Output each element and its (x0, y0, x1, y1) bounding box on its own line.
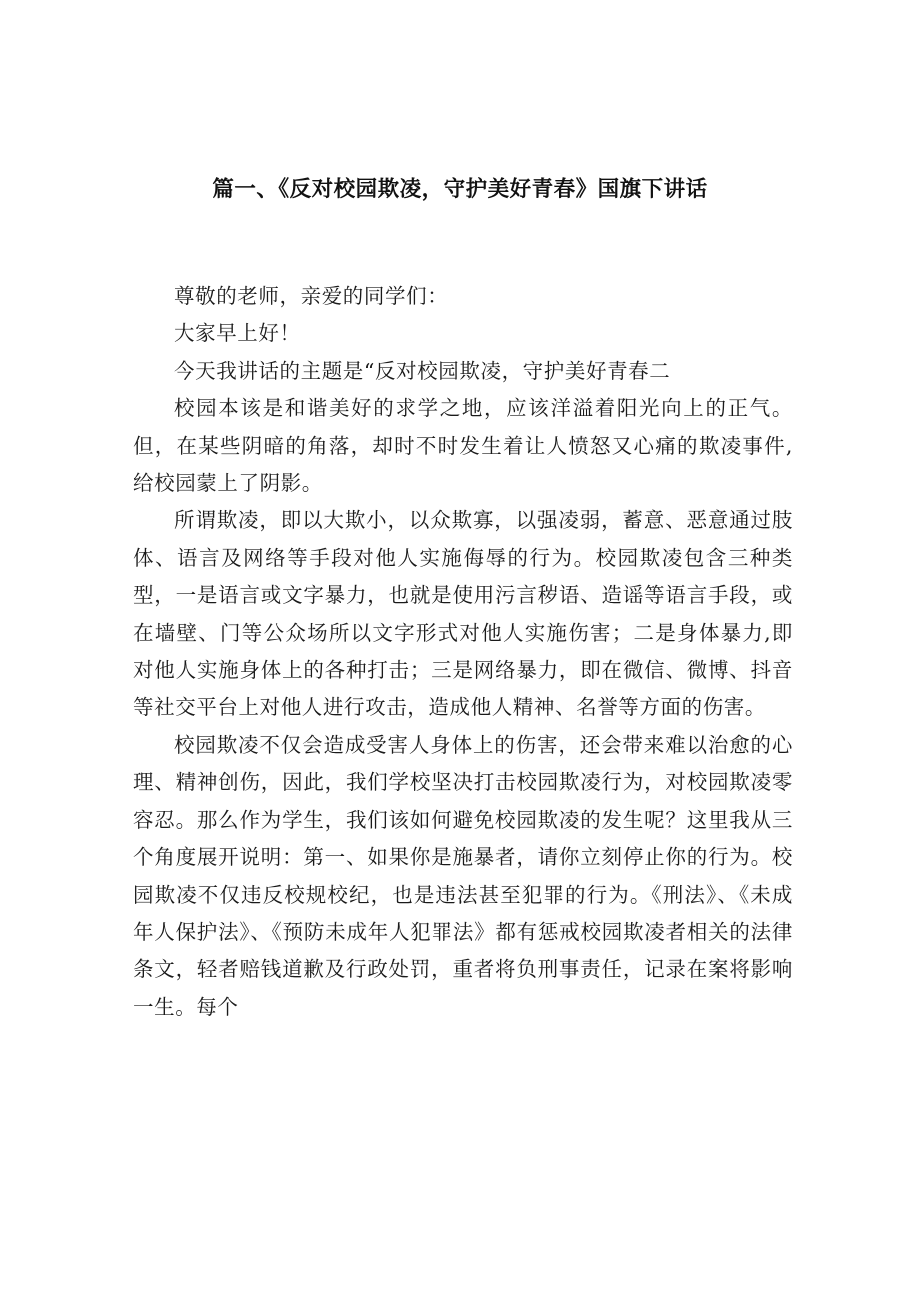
document-body (133, 278, 793, 1026)
paragraph-topic: 今天我讲话的主题是“反对校园欺凌，守护美好青春二 (174, 358, 671, 383)
paragraph-definition: 所谓欺凌，即以大欺小，以众欺寡，以强凌弱，蓄意、恶意通过肢体、语言及网络等手段对他人实施侮辱的行为。校园欺凌包含三种类型，一是语言或文字暴力，也就是使用污言秽语、造谣等语言手段，或在墙壁、门等公众场所以文字形式对他人实施伤害；二是身体暴力,即对他人实施身体上的各种打击；三是网络暴力，即在微信、微博、抖音等社交平台上对他人进行攻击，造成他人精神、名誉等方面的伤害。 (133, 508, 793, 720)
paragraph-prevention: 校园欺凌不仅会造成受害人身体上的伤害，还会带来难以治愈的心理、精神创伤，因此，我们学校坚决打击校园欺凌行为，对校园欺凌零容忍。那么作为学生，我们该如何避免校园欺凌的发生呢？这里我从三个角度展开说明：第一、如果你是施暴者，请你立刻停止你的行为。校园欺凌不仅违反校规校纪，也是违法甚至犯罪的行为。《刑法》、《未成年人保护法》、《预防未成年人犯罪法》都有惩戒校园欺凌者相关的法律条文，轻者赔钱道歉及行政处罚，重者将负刑事责任，记录在案将影响一生。每个 (133, 732, 793, 1019)
paragraph-salutation: 尊敬的老师，亲爱的同学们： (174, 284, 449, 308)
paragraph-greeting: 大家早上好！ (174, 321, 301, 346)
paragraph-intro: 校园本该是和谐美好的求学之地，应该洋溢着阳光向上的正气。但，在某些阴暗的角落，却时不时发生着让人愤怒又心痛的欺凌事件,给校园蒙上了阴影。 (133, 396, 793, 496)
document-title: 篇一、《反对校园欺凌，守护美好青春》国旗下讲话 (212, 177, 708, 202)
